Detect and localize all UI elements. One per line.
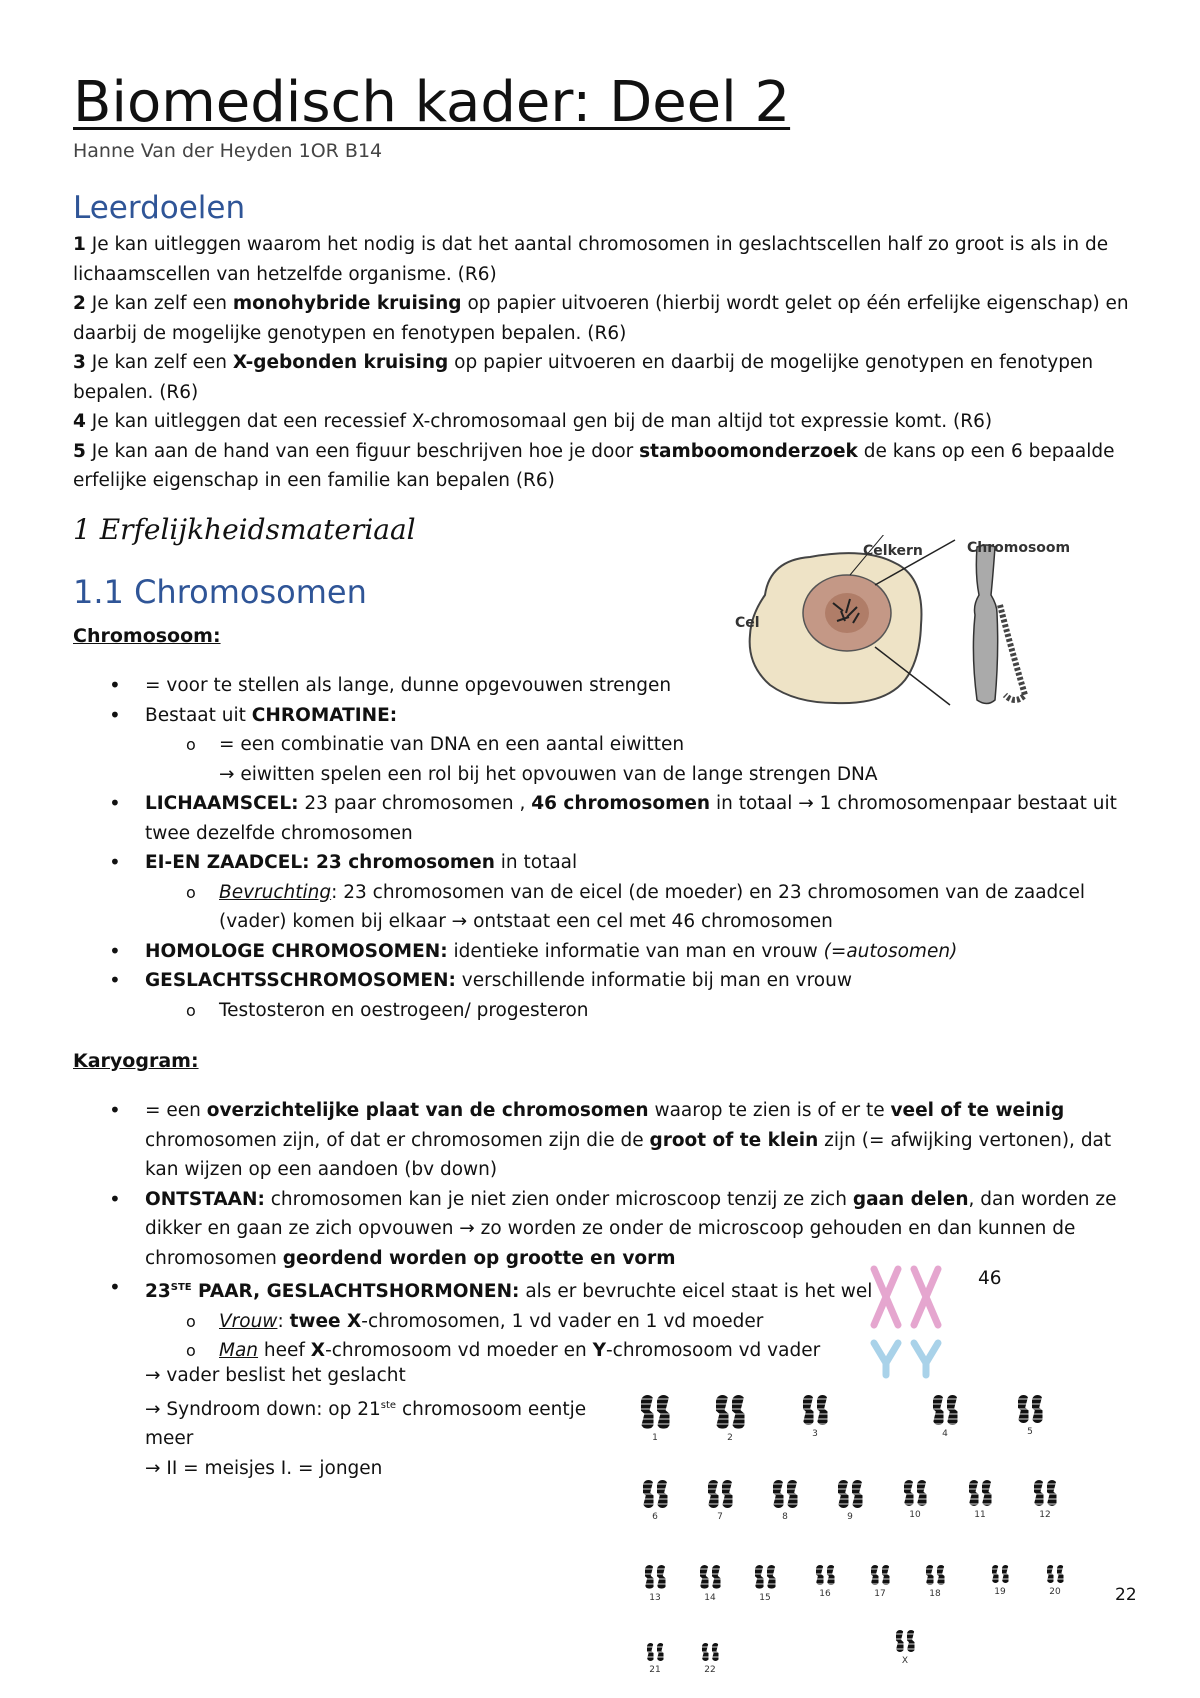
list-item: • HOMOLOGE CHROMOSOMEN: identieke informatie van man en vrouw (=autosomen) bbox=[73, 937, 1143, 967]
chromosome-glyph bbox=[635, 1395, 675, 1429]
chromosome bbox=[641, 1395, 654, 1429]
chromosome bbox=[702, 1643, 709, 1661]
chromosome-pair-21 bbox=[635, 1643, 675, 1675]
chromosome bbox=[712, 1565, 721, 1589]
chromosome-pair-18 bbox=[915, 1565, 955, 1599]
heading-chromosoom: Chromosoom: bbox=[73, 625, 221, 647]
label-chromosoom: Chromosoom bbox=[967, 540, 1071, 556]
chromosome-label: X bbox=[901, 1656, 909, 1666]
chromosome bbox=[773, 1480, 784, 1508]
list-item: → eiwitten spelen een rol bij het opvouwen van de lange strengen DNA bbox=[219, 763, 878, 785]
chromosome-glyph bbox=[1025, 1480, 1065, 1506]
chromosome-glyph bbox=[960, 1480, 1000, 1506]
chromosome-label: 17 bbox=[874, 1589, 886, 1599]
chromosome-pair-17 bbox=[860, 1565, 900, 1599]
chromosome-label: 5 bbox=[1027, 1427, 1033, 1437]
chromosome-label: 10 bbox=[909, 1510, 921, 1520]
chromosome-label: 14 bbox=[704, 1593, 716, 1603]
chromosome-glyph bbox=[795, 1395, 835, 1425]
list-item: o Vrouw: twee X-chromosomen, 1 vd vader en 1 vd moeder bbox=[73, 1307, 1143, 1337]
chromosome-glyph bbox=[710, 1395, 750, 1429]
chromosome-pair-11 bbox=[960, 1480, 1000, 1520]
chromosome bbox=[871, 1565, 879, 1585]
chromosome bbox=[722, 1480, 733, 1508]
section-heading-1: 1 Erfelijkheidsmateriaal bbox=[73, 513, 416, 546]
chromosome bbox=[1047, 1565, 1054, 1583]
chromosome-glyph bbox=[635, 1480, 675, 1508]
chromosome-pair-1 bbox=[635, 1395, 675, 1443]
chromosome bbox=[1018, 1395, 1029, 1423]
chromosome-pair-20 bbox=[1035, 1565, 1075, 1597]
chromosome bbox=[838, 1480, 849, 1508]
chromosome-glyph bbox=[805, 1565, 845, 1585]
goal-3: 3 Je kan zelf een X-gebonden kruising op papier uitvoeren en daarbij de mogelijke genotypen en fenotypen bepalen. (R6) bbox=[73, 352, 1094, 403]
chromosome bbox=[992, 1565, 999, 1583]
chromosome bbox=[817, 1395, 828, 1425]
chromosome bbox=[657, 1643, 664, 1661]
chromosome-glyph bbox=[765, 1480, 805, 1508]
chromosome-glyph bbox=[690, 1565, 730, 1589]
chromosome-glyph bbox=[635, 1643, 675, 1661]
list-item: • = voor te stellen als lange, dunne opgevouwen strengen bbox=[73, 671, 1143, 701]
karyogram-notes bbox=[145, 1361, 615, 1483]
chromosome bbox=[767, 1565, 776, 1589]
goal-4: 4 Je kan uitleggen dat een recessief X-chromosomaal gen bij de man altijd tot expressie komt. (R6) bbox=[73, 411, 993, 432]
heading-karyogram: Karyogram: bbox=[73, 1050, 199, 1072]
chromosome-pair-19 bbox=[980, 1565, 1020, 1597]
chromosome bbox=[787, 1480, 798, 1508]
page-number: 22 bbox=[1115, 1585, 1137, 1605]
chromosome bbox=[657, 1395, 670, 1429]
list-item: • 23STE PAAR, GESLACHTSHORMONEN: als er bevruchte eicel staat is het wel bbox=[73, 1273, 1143, 1307]
chromosome-pair-16 bbox=[805, 1565, 845, 1599]
chromosome bbox=[712, 1643, 719, 1661]
chromosome-glyph bbox=[700, 1480, 740, 1508]
section-heading-1-1: 1.1 Chromosomen bbox=[73, 573, 367, 611]
chromosome-label: 6 bbox=[652, 1512, 658, 1522]
chromosome-label: 22 bbox=[704, 1665, 716, 1675]
chromosome bbox=[1032, 1395, 1043, 1423]
chromosome-glyph bbox=[860, 1565, 900, 1585]
chromosome-pair-7 bbox=[700, 1480, 740, 1522]
chromosome bbox=[1034, 1480, 1044, 1506]
goal-5: 5 Je kan aan de hand van een figuur beschrijven hoe je door stamboomonderzoek de kans op een 6 bepaalde erfelijke eigenschap in een familie kan bepalen (R6) bbox=[73, 440, 1115, 491]
chromosome-glyph bbox=[830, 1480, 870, 1508]
chromosome bbox=[882, 1565, 890, 1585]
chromosome bbox=[937, 1565, 945, 1585]
chromosome bbox=[904, 1480, 914, 1506]
chromosome-label: 21 bbox=[649, 1665, 661, 1675]
chromosome-glyph bbox=[745, 1565, 785, 1589]
list-item: • GESLACHTSSCHROMOSOMEN: verschillende informatie bij man en vrouw bbox=[73, 966, 1143, 996]
chromosome bbox=[1057, 1565, 1064, 1583]
goal-1: 1 Je kan uitleggen waarom het nodig is dat het aantal chromosomen in geslachtscellen half zo groot is als in de lichaamscellen van hetzelfde organisme. (R6) bbox=[73, 234, 1109, 285]
chromosome-glyph bbox=[1035, 1565, 1075, 1583]
chromosome-glyph bbox=[885, 1630, 925, 1652]
label-celkern: Celkern bbox=[863, 543, 923, 559]
chromosome bbox=[657, 1480, 668, 1508]
chromosome-glyph bbox=[1010, 1395, 1050, 1423]
list-item: • EI-EN ZAADCEL: 23 chromosomen in totaal bbox=[73, 848, 1143, 878]
chromosome-glyph bbox=[690, 1643, 730, 1661]
chromosome-label: 3 bbox=[812, 1429, 818, 1439]
chromosome-label: 18 bbox=[929, 1589, 941, 1599]
chromosome-label: 2 bbox=[727, 1433, 733, 1443]
chromosome-pair-13 bbox=[635, 1565, 675, 1603]
list-item: • = een overzichtelijke plaat van de chromosomen waarop te zien is of er te veel of te weinig chromosomen zijn, of dat er chromosomen zijn die de groot of te klein zijn (= afwijking vertonen), dat kan wijzen op een aandoen (bv down) bbox=[73, 1096, 1143, 1185]
list-item: • LICHAAMSCEL: 23 paar chromosomen , 46 chromosomen in totaal → 1 chromosomenpaar bestaat uit twee dezelfde chromosomen bbox=[73, 789, 1143, 848]
chromosome-label: 1 bbox=[652, 1433, 658, 1443]
list-item: o Bevruchting: 23 chromosomen van de eicel (de moeder) en 23 chromosomen van de zaadcel (vader) komen bij elkaar → ontstaat een cel met 46 chromosomen bbox=[73, 878, 1143, 937]
chromosome bbox=[1002, 1565, 1009, 1583]
karyogram-list bbox=[73, 1096, 1143, 1366]
chromosome-label: 9 bbox=[847, 1512, 853, 1522]
chromosome bbox=[732, 1395, 745, 1429]
chromosome-pair-2 bbox=[710, 1395, 750, 1443]
chromosome-label: 12 bbox=[1039, 1510, 1051, 1520]
chromosome-pair-22 bbox=[690, 1643, 730, 1675]
chromosome bbox=[708, 1480, 719, 1508]
list-item: o Man heef X-chromosoom vd moeder en Y-chromosoom vd vader bbox=[73, 1336, 1143, 1366]
list-item: • ONTSTAAN: chromosomen kan je niet zien onder microscoop tenzij ze zich gaan delen, dan worden ze dikker en gaan ze zich opvouwen → zo worden ze onder de microscoop gehouden en dan kunnen de chromosomen geordend worden op grootte en vorm bbox=[73, 1185, 1143, 1274]
chromosome bbox=[700, 1565, 709, 1589]
chromosome bbox=[657, 1565, 666, 1589]
chromosome bbox=[947, 1395, 958, 1425]
chromosome-label: 7 bbox=[717, 1512, 723, 1522]
chromosome-glyph bbox=[980, 1565, 1020, 1583]
chromosome bbox=[716, 1395, 729, 1429]
chromosome-pair-4 bbox=[925, 1395, 965, 1439]
chromosome-pair-8 bbox=[765, 1480, 805, 1522]
chromosome-pair-6 bbox=[635, 1480, 675, 1522]
list-item: • Bestaat uit CHROMATINE: bbox=[73, 701, 1143, 731]
chromosome bbox=[907, 1630, 915, 1652]
chromosome-label: 20 bbox=[1049, 1587, 1061, 1597]
chromosome-pair-10 bbox=[895, 1480, 935, 1520]
chromosome-glyph bbox=[925, 1395, 965, 1425]
chromosome-pair-9 bbox=[830, 1480, 870, 1522]
chromosome-label: 15 bbox=[759, 1593, 771, 1603]
goal-2: 2 Je kan zelf een monohybride kruising op papier uitvoeren (hierbij wordt gelet op één erfelijke eigenschap) en daarbij de mogelijke genotypen en fenotypen bepalen. (R6) bbox=[73, 293, 1129, 344]
chromosome bbox=[917, 1480, 927, 1506]
chromosome bbox=[647, 1643, 654, 1661]
chromosome-glyph bbox=[635, 1565, 675, 1589]
chromosome bbox=[755, 1565, 764, 1589]
chromosome bbox=[643, 1480, 654, 1508]
chromosoom-list bbox=[73, 671, 1143, 1025]
chromosome bbox=[896, 1630, 904, 1652]
chromosome-label: 19 bbox=[994, 1587, 1006, 1597]
chromosome-pair-5 bbox=[1010, 1395, 1050, 1437]
chromosome bbox=[645, 1565, 654, 1589]
learning-goals bbox=[73, 230, 1133, 496]
chromosome-glyph bbox=[915, 1565, 955, 1585]
heading-leerdoelen: Leerdoelen bbox=[73, 190, 246, 226]
document-title: Biomedisch kader: Deel 2 bbox=[73, 70, 791, 135]
chromosome bbox=[969, 1480, 979, 1506]
xx-yy-chromosomes bbox=[868, 1263, 958, 1383]
label-cel: Cel bbox=[735, 615, 760, 631]
chromosome-label: 13 bbox=[649, 1593, 661, 1603]
chromosome bbox=[926, 1565, 934, 1585]
chromosome bbox=[827, 1565, 835, 1585]
chromosome bbox=[1047, 1480, 1057, 1506]
chromosome bbox=[982, 1480, 992, 1506]
chromosome-label: 8 bbox=[782, 1512, 788, 1522]
list-item: o = een combinatie van DNA en een aantal eiwitten bbox=[73, 730, 1143, 760]
note-down: → Syndroom down: op 21ste chromosoom eentje meer bbox=[145, 1398, 587, 1450]
chromosome-pair-12 bbox=[1025, 1480, 1065, 1520]
number-46: 46 bbox=[978, 1268, 1002, 1289]
chromosome bbox=[803, 1395, 814, 1425]
note-father: → vader beslist het geslacht bbox=[145, 1365, 406, 1386]
chromosome-pair-X bbox=[885, 1630, 925, 1666]
chromosome-label: 4 bbox=[942, 1429, 948, 1439]
chromosome-pair-14 bbox=[690, 1565, 730, 1603]
chromosome-pair-15 bbox=[745, 1565, 785, 1603]
chromosome-label: 11 bbox=[974, 1510, 986, 1520]
chromosome-pair-3 bbox=[795, 1395, 835, 1439]
note-gender: → II = meisjes I. = jongen bbox=[145, 1457, 383, 1479]
karyogram-figure bbox=[625, 1385, 1085, 1695]
chromosome-label: 16 bbox=[819, 1589, 831, 1599]
chromosome-glyph bbox=[895, 1480, 935, 1506]
chromosome bbox=[816, 1565, 824, 1585]
chromosome bbox=[933, 1395, 944, 1425]
author-line: Hanne Van der Heyden 1OR B14 bbox=[73, 140, 383, 162]
chromosome bbox=[852, 1480, 863, 1508]
list-item: o Testosteron en oestrogeen/ progesteron bbox=[73, 996, 1143, 1026]
